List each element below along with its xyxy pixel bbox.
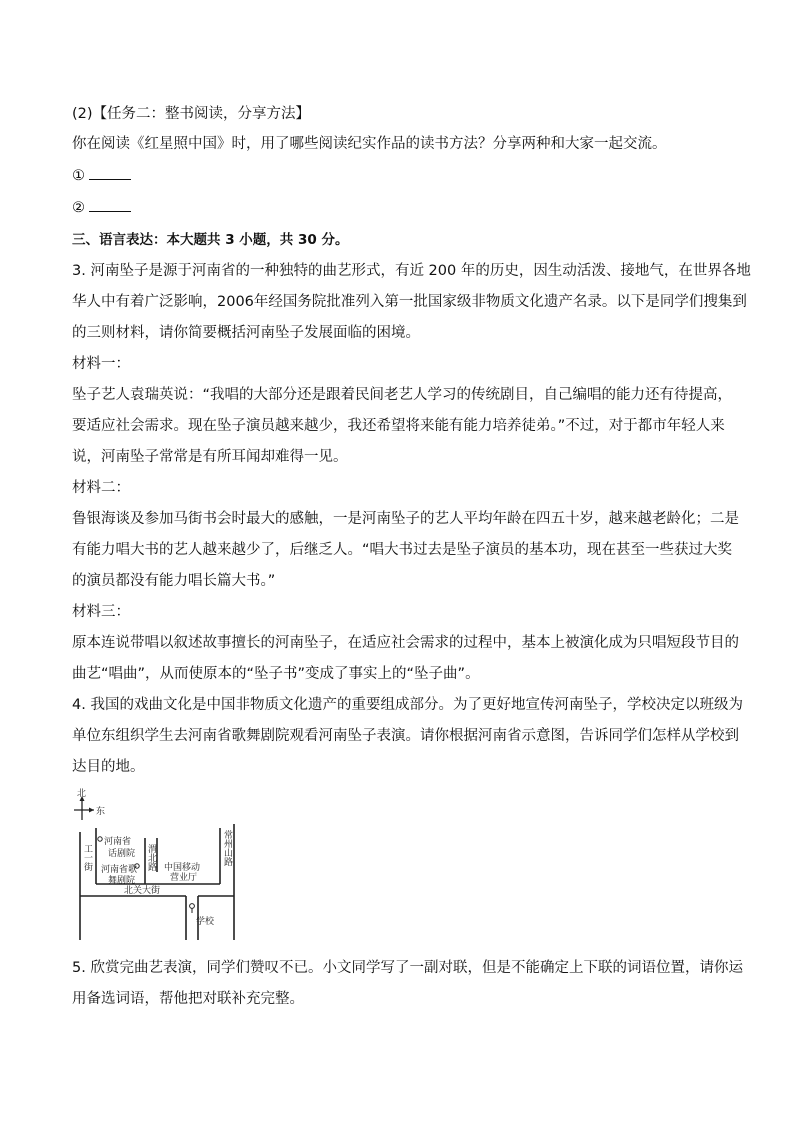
material2-line-2: 有能力唱大书的艺人越来越少了，后继乏人。“唱大书过去是坠子演员的基本功，现在甚至一些获过大奖 bbox=[72, 542, 733, 558]
map-label-drama-1: 河南省 bbox=[104, 837, 132, 847]
answer-blank-1[interactable] bbox=[89, 167, 131, 180]
answer-line-1 bbox=[72, 166, 131, 186]
answer-marker-2: ② bbox=[72, 200, 85, 216]
map-label-dance-1: 河南省歌 bbox=[101, 865, 138, 875]
task2-heading: (2)【任务二：整书阅读，分享方法】 bbox=[72, 106, 311, 122]
drama-theatre-marker bbox=[98, 837, 102, 841]
map-label-weibei-road: 渭北路 bbox=[146, 844, 156, 871]
compass-icon bbox=[74, 796, 94, 820]
material3-title: 材料三： bbox=[72, 604, 130, 620]
map-label-school: 学校 bbox=[196, 917, 215, 927]
map-label-changzhou-road: 常州山路 bbox=[222, 830, 232, 866]
henan-map-diagram bbox=[68, 786, 244, 944]
compass-north-label: 北 bbox=[77, 789, 87, 799]
material2-line-1: 鲁银海谈及参加马街书会时最大的感触，一是河南坠子的艺人平均年龄在四五十岁，越来越老龄化；二是 bbox=[72, 511, 739, 527]
q4-line-1: 4. 我国的戏曲文化是中国非物质文化遗产的重要组成部分。为了更好地宣传河南坠子，学校决定以班级为 bbox=[72, 697, 743, 713]
answer-line-2 bbox=[72, 198, 131, 218]
material2-title: 材料二： bbox=[72, 480, 130, 496]
map-label-drama-2: 话剧院 bbox=[108, 849, 136, 859]
q4-line-2: 单位东组织学生去河南省歌舞剧院观看河南坠子表演。请你根据河南省示意图，告诉同学们怎样从学校到 bbox=[72, 728, 739, 744]
map-label-gongyi-road: 工一街 bbox=[82, 844, 92, 871]
material3-line-1: 原本连说带唱以叙述故事擅长的河南坠子，在适应社会需求的过程中，基本上被演化成为只唱短段节目的 bbox=[72, 635, 739, 651]
q4-line-3: 达目的地。 bbox=[72, 759, 145, 775]
q5-line-2: 用备选词语，帮他把对联补充完整。 bbox=[72, 991, 304, 1007]
material1-line-3: 说，河南坠子常常是有所耳闻却难得一见。 bbox=[72, 449, 348, 465]
material1-line-1: 坠子艺人袁瑞英说：“我唱的大部分还是跟着民间老艺人学习的传统剧目，自己编唱的能力还有待提高， bbox=[72, 387, 733, 403]
q3-line-2: 华人中有着广泛影响，2006年经国务院批准列入第一批国家级非物质文化遗产名录。以下是同学们搜集到 bbox=[72, 294, 747, 310]
material2-line-3: 的演员都没有能力唱长篇大书。” bbox=[72, 573, 276, 589]
q5-line-1: 5. 欣赏完曲艺表演，同学们赞叹不已。小文同学写了一副对联，但是不能确定上下联的词语位置，请你运 bbox=[72, 960, 743, 976]
material1-line-2: 要适应社会需求。现在坠子演员越来越少，我还希望将来能有能力培养徒弟。”不过，对于都市年轻人来 bbox=[72, 418, 725, 434]
map-label-mobile-1: 中国移动 bbox=[164, 863, 201, 873]
answer-marker-1: ① bbox=[72, 168, 85, 184]
task2-question: 你在阅读《红星照中国》时，用了哪些阅读纪实作品的读书方法？分享两种和大家一起交流。 bbox=[72, 136, 667, 152]
section3-heading: 三、语言表达：本大题共 3 小题，共 30 分。 bbox=[72, 232, 349, 248]
school-marker bbox=[190, 904, 195, 909]
map-label-mobile-2: 营业厅 bbox=[170, 873, 198, 883]
material1-title: 材料一： bbox=[72, 356, 130, 372]
material3-line-2: 曲艺“唱曲”，从而使原本的“坠子书”变成了事实上的“坠子曲”。 bbox=[72, 666, 480, 682]
q3-line-3: 的三则材料，请你简要概括河南坠子发展面临的困境。 bbox=[72, 325, 420, 341]
map-label-beiguan-street: 北关大街 bbox=[124, 886, 161, 896]
answer-blank-2[interactable] bbox=[89, 199, 131, 212]
map-label-dance-2: 舞剧院 bbox=[108, 876, 136, 886]
compass-east-label: 东 bbox=[96, 807, 106, 817]
q3-line-1: 3. 河南坠子是源于河南省的一种独特的曲艺形式，有近 200 年的历史，因生动活泼、接地气，在世界各地 bbox=[72, 263, 751, 279]
